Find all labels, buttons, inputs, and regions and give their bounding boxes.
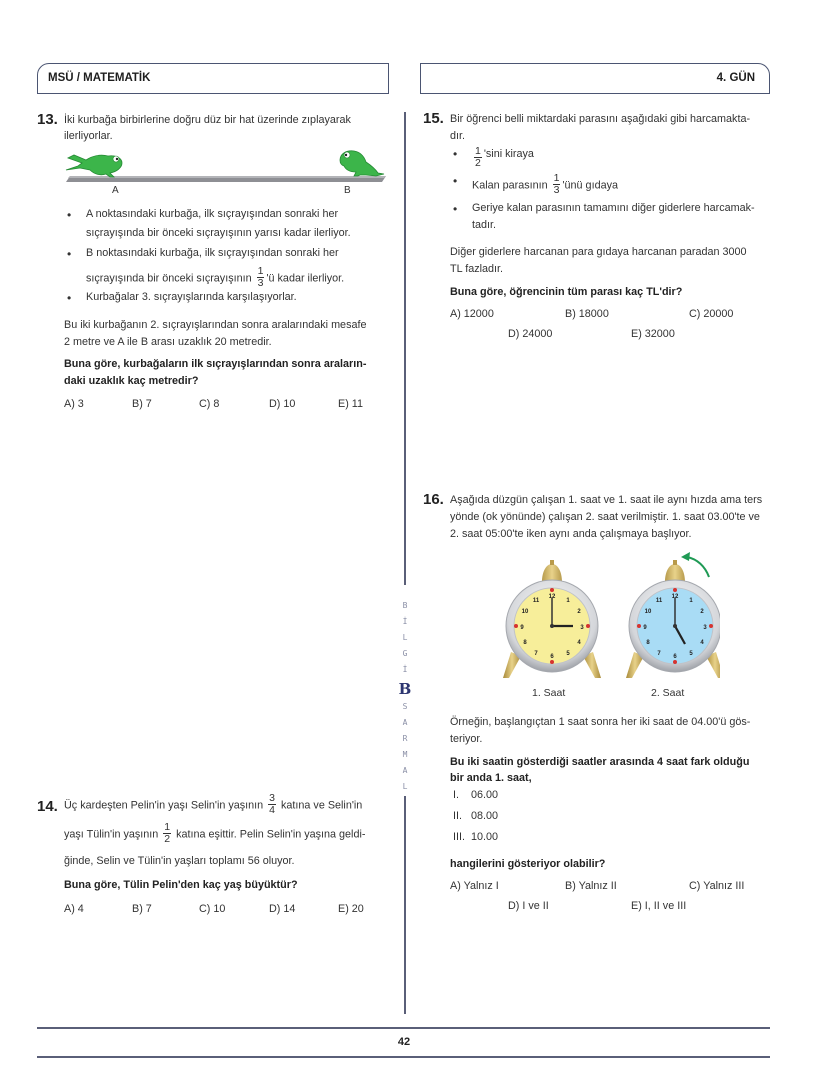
numerator: 3 bbox=[269, 792, 276, 804]
statement-value: 08.00 bbox=[471, 810, 499, 822]
question-prompt: Buna göre, öğrencinin tüm parası kaç TL'dir? bbox=[450, 286, 683, 298]
svg-text:6: 6 bbox=[550, 654, 554, 660]
info-line: TL fazladır. bbox=[450, 263, 504, 275]
question-intro bbox=[450, 492, 762, 543]
fraction bbox=[268, 793, 276, 816]
statement-ii bbox=[453, 808, 498, 825]
prompt-line: bir anda 1. saat, bbox=[450, 772, 532, 784]
bullet-line: • Kurbağalar 3. sıçrayışlarında karşılaşıyorlar. bbox=[86, 291, 297, 303]
question-prompt bbox=[450, 754, 749, 786]
header-subject-title: MSÜ / MATEMATİK bbox=[48, 72, 151, 84]
question-number: 15. bbox=[423, 110, 444, 127]
column-divider-bottom bbox=[404, 796, 406, 1014]
bullet-item bbox=[472, 174, 618, 197]
svg-text:6: 6 bbox=[673, 654, 677, 660]
bullet-line: sıçrayışında bir önceki sıçrayışının yarısı kadar ilerliyor. bbox=[86, 227, 351, 239]
clock-2-label: 2. Saat bbox=[651, 687, 685, 699]
info-line: Bu iki kurbağanın 2. sıçrayışlarından sonra aralarındaki mesafe bbox=[64, 319, 367, 331]
answer-option-c[interactable]: C) 10 bbox=[199, 903, 226, 915]
bullet-line bbox=[86, 267, 344, 290]
answer-option-b[interactable]: B) 18000 bbox=[565, 308, 609, 320]
answer-option-a[interactable]: A) 3 bbox=[64, 398, 84, 410]
denominator: 4 bbox=[269, 804, 276, 816]
question-intro-cont: dır. bbox=[450, 130, 466, 142]
denominator: 3 bbox=[553, 184, 560, 196]
watermark-letter: R bbox=[402, 734, 408, 743]
svg-text:1: 1 bbox=[689, 598, 693, 604]
question-line: ğinde, Selin ve Tülin'in yaşları toplamı 56 oluyor. bbox=[64, 855, 295, 867]
publisher-logo-icon: B bbox=[398, 680, 412, 698]
svg-text:11: 11 bbox=[655, 598, 663, 604]
question-number: 13. bbox=[37, 111, 58, 128]
header-subject-box bbox=[37, 63, 389, 94]
question-info bbox=[64, 317, 386, 351]
numerator: 1 bbox=[164, 821, 171, 833]
svg-text:7: 7 bbox=[534, 651, 538, 657]
answer-option-e[interactable]: E) 32000 bbox=[631, 328, 675, 340]
text-span: katına ve Selin'in bbox=[281, 799, 363, 812]
fraction bbox=[553, 173, 561, 196]
question-intro-cont: ilerliyorlar. bbox=[64, 130, 113, 142]
watermark-letter: İ bbox=[402, 665, 408, 674]
example-line: Örneğin, başlangıçtan 1 saat sonra her iki saat de 04.00'ü gös- bbox=[450, 716, 751, 728]
question-number: 14. bbox=[37, 798, 58, 815]
statement-roman: III. bbox=[453, 831, 465, 843]
bullet-item bbox=[472, 147, 534, 170]
example-line: teriyor. bbox=[450, 733, 483, 745]
svg-text:12: 12 bbox=[548, 594, 556, 600]
frog-a-icon bbox=[66, 155, 122, 177]
watermark-letter: A bbox=[402, 766, 408, 775]
clocks-figure bbox=[495, 550, 720, 685]
text-span: 'ünü gıdaya bbox=[562, 179, 618, 192]
column-divider-top bbox=[404, 112, 406, 585]
text-span: Üç kardeşten Pelin'in yaşı Selin'in yaşının bbox=[64, 799, 264, 812]
numerator: 1 bbox=[553, 172, 560, 184]
fraction bbox=[474, 146, 482, 169]
frog-b-icon bbox=[340, 151, 384, 176]
fraction bbox=[163, 822, 171, 845]
watermark-letter: S bbox=[402, 702, 408, 711]
watermark-letter: M bbox=[402, 750, 408, 759]
svg-text:3: 3 bbox=[580, 625, 584, 631]
bullet-line: • Geriye kalan parasının tamamını diğer giderlere harcamak- bbox=[472, 202, 755, 214]
page-number: 42 bbox=[397, 1036, 411, 1048]
question-line bbox=[64, 823, 365, 846]
bullet-item bbox=[86, 247, 339, 259]
answer-option-b[interactable]: B) 7 bbox=[132, 903, 152, 915]
footer-rule-bottom bbox=[37, 1056, 770, 1058]
text-span: 'sini kiraya bbox=[483, 148, 534, 161]
answer-option-c[interactable]: C) Yalnız III bbox=[689, 880, 745, 892]
question-line bbox=[64, 794, 362, 817]
clock-1-icon bbox=[503, 560, 601, 678]
denominator: 2 bbox=[475, 157, 481, 169]
svg-text:12: 12 bbox=[671, 594, 679, 600]
question-intro: Bir öğrenci belli miktardaki parasını aşağıdaki gibi harcamakta- bbox=[450, 113, 751, 125]
bullet-item bbox=[472, 202, 755, 214]
statement-value: 06.00 bbox=[471, 789, 499, 801]
answer-option-d[interactable]: D) 24000 bbox=[508, 328, 553, 340]
answer-option-e[interactable]: E) I, II ve III bbox=[631, 900, 687, 912]
statement-iii bbox=[453, 829, 498, 846]
svg-text:1: 1 bbox=[566, 598, 570, 604]
watermark-letter: L bbox=[402, 782, 408, 791]
clock-1-label: 1. Saat bbox=[532, 687, 566, 699]
answer-option-b[interactable]: B) 7 bbox=[132, 398, 152, 410]
numerator: 1 bbox=[257, 265, 264, 277]
svg-text:5: 5 bbox=[689, 651, 693, 657]
prompt-line: Bu iki saatin gösterdiği saatler arasında 4 saat fark olduğu bbox=[450, 756, 750, 768]
bullet-item bbox=[86, 291, 297, 303]
answer-option-d[interactable]: D) 14 bbox=[269, 903, 296, 915]
fraction bbox=[257, 266, 265, 289]
intro-line: yönde (ok yönünde) çalışan 2. saat verilmiştir. 1. saat 03.00'te ve bbox=[450, 511, 760, 523]
header-day-title: 4. GÜN bbox=[716, 72, 755, 84]
answer-option-e[interactable]: E) 11 bbox=[338, 398, 364, 410]
statement-roman: II. bbox=[453, 810, 462, 822]
answer-option-a[interactable]: A) 4 bbox=[64, 903, 84, 915]
watermark-letter: L bbox=[402, 633, 408, 642]
question-prompt: Buna göre, Tülin Pelin'den kaç yaş büyüktür? bbox=[64, 879, 298, 891]
answer-option-d[interactable]: D) 10 bbox=[269, 398, 296, 410]
svg-text:9: 9 bbox=[520, 625, 524, 631]
info-line: 2 metre ve A ile B arası uzaklık 20 metredir. bbox=[64, 336, 272, 348]
answer-option-a[interactable]: A) Yalnız I bbox=[450, 880, 499, 892]
svg-text:11: 11 bbox=[532, 598, 540, 604]
question-prompt-end: hangilerini gösteriyor olabilir? bbox=[450, 858, 606, 870]
question-info bbox=[450, 244, 747, 278]
svg-text:5: 5 bbox=[566, 651, 570, 657]
svg-text:4: 4 bbox=[577, 640, 581, 646]
svg-text:2: 2 bbox=[700, 609, 704, 615]
intro-line: 2. saat 05:00'te iken aynı anda çalışmaya başlıyor. bbox=[450, 528, 692, 540]
watermark-letter: G bbox=[402, 649, 408, 658]
point-a-label: A bbox=[112, 185, 119, 196]
statement-i bbox=[453, 787, 498, 804]
denominator: 2 bbox=[164, 833, 171, 845]
bullet-line: tadır. bbox=[472, 219, 497, 231]
answer-option-d[interactable]: D) I ve II bbox=[508, 900, 549, 912]
text-span: yaşı Tülin'in yaşının bbox=[64, 828, 159, 841]
bullet-line: • B noktasındaki kurbağa, ilk sıçrayışından sonraki her bbox=[86, 247, 339, 259]
watermark-letter: İ bbox=[402, 617, 408, 626]
watermark-letter: B bbox=[402, 601, 408, 610]
prompt-line: Buna göre, kurbağaların ilk sıçrayışlarından sonra araların- bbox=[64, 358, 367, 370]
answer-option-b[interactable]: B) Yalnız II bbox=[565, 880, 617, 892]
text-span: Kalan parasının bbox=[472, 179, 548, 192]
counterclockwise-arrow-icon bbox=[681, 552, 709, 577]
footer-rule-top bbox=[37, 1027, 770, 1029]
statement-roman: I. bbox=[453, 789, 459, 801]
question-number: 16. bbox=[423, 491, 444, 508]
svg-text:8: 8 bbox=[646, 640, 650, 646]
svg-text:2: 2 bbox=[577, 609, 581, 615]
bullet-item bbox=[86, 208, 338, 220]
svg-text:10: 10 bbox=[521, 609, 529, 615]
answer-option-a[interactable]: A) 12000 bbox=[450, 308, 494, 320]
statement-value: 10.00 bbox=[471, 831, 499, 843]
svg-text:7: 7 bbox=[657, 651, 661, 657]
point-b-label: B bbox=[344, 185, 351, 196]
intro-line: Aşağıda düzgün çalışan 1. saat ve 1. saat ile aynı hızda ama ters bbox=[450, 494, 763, 506]
answer-option-e[interactable]: E) 20 bbox=[338, 903, 364, 915]
header-day-box bbox=[420, 63, 770, 94]
denominator: 3 bbox=[257, 277, 264, 289]
question-example bbox=[450, 714, 750, 748]
svg-text:8: 8 bbox=[523, 640, 527, 646]
info-line: Diğer giderlere harcanan para gıdaya harcanan paradan 3000 bbox=[450, 246, 747, 258]
numerator: • 1 bbox=[475, 145, 481, 157]
svg-text:3: 3 bbox=[703, 625, 707, 631]
text-span: katına eşittir. Pelin Selin'in yaşına geldi- bbox=[176, 828, 366, 841]
question-prompt bbox=[64, 356, 386, 390]
intro-line: İki kurbağa birbirlerine doğru düz bir hat üzerinde zıplayarak bbox=[64, 114, 351, 126]
svg-text:9: 9 bbox=[643, 625, 647, 631]
text-span: 'ü kadar ilerliyor. bbox=[266, 272, 345, 285]
prompt-line: daki uzaklık kaç metredir? bbox=[64, 375, 199, 387]
answer-option-c[interactable]: C) 8 bbox=[199, 398, 220, 410]
answer-option-c[interactable]: C) 20000 bbox=[689, 308, 734, 320]
watermark-letter: A bbox=[402, 718, 408, 727]
question-intro bbox=[64, 112, 386, 129]
clock-2-icon bbox=[626, 560, 720, 678]
bullet-line: • A noktasındaki kurbağa, ilk sıçrayışından sonraki her bbox=[86, 208, 339, 220]
text-span: sıçrayışında bir önceki sıçrayışının bbox=[86, 272, 252, 285]
svg-text:4: 4 bbox=[700, 640, 704, 646]
svg-text:10: 10 bbox=[644, 609, 652, 615]
